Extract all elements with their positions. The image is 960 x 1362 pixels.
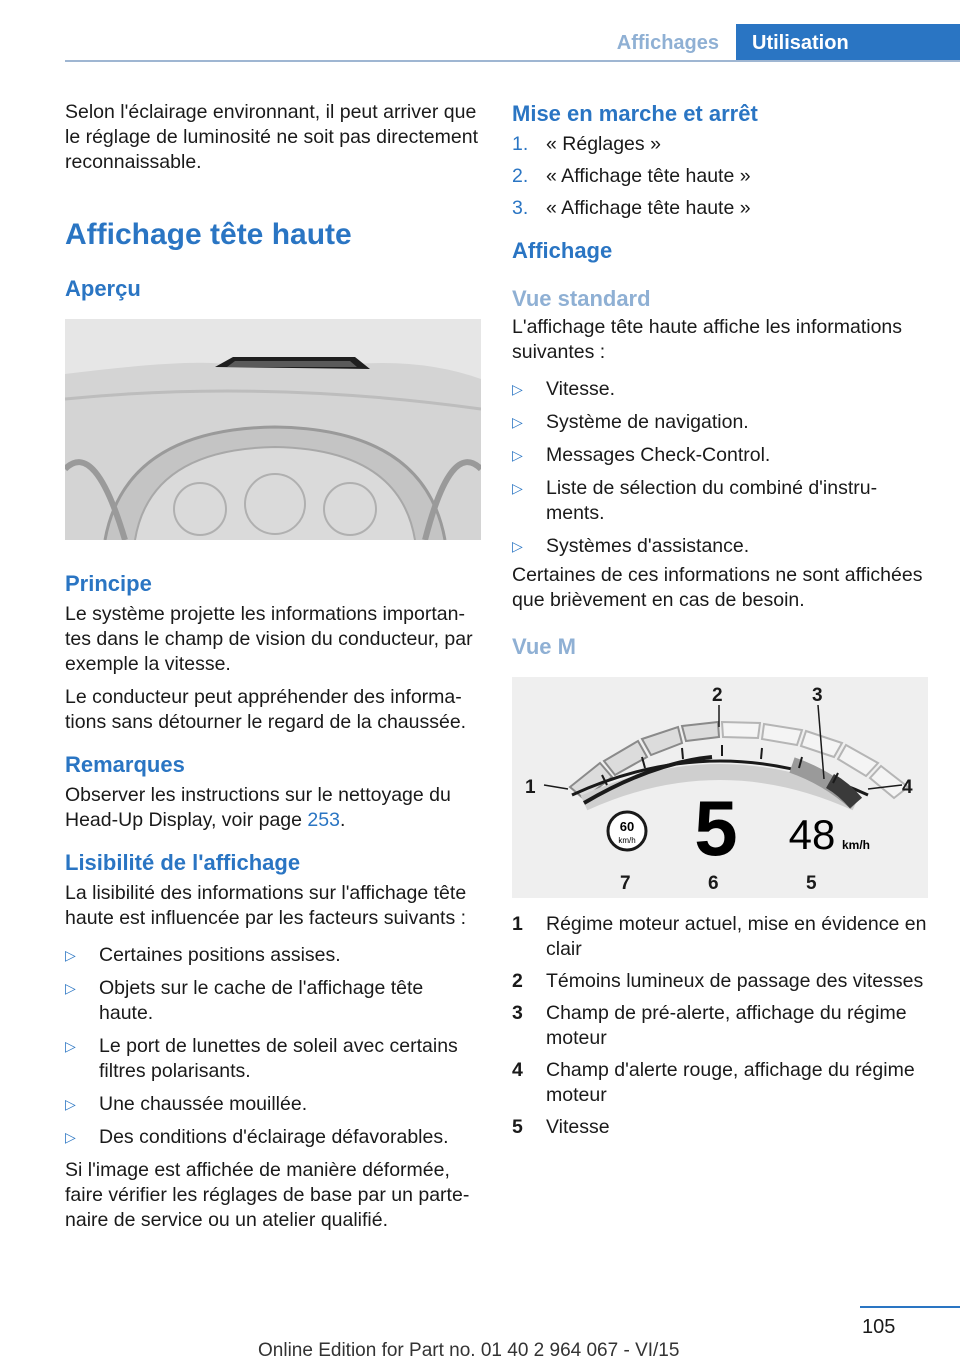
vue-standard-paragraph: L'affichage tête haute affiche les informations suivantes : [512,316,903,363]
legend-item [512,969,928,994]
speed-unit: km/h [841,838,871,852]
vue-m-heading: Vue M [512,634,576,659]
figure-legend [512,912,928,1140]
page-reference-link[interactable]: 253 [307,809,340,831]
vue-m-diagram [512,677,928,898]
legend-text: Régime moteur actuel, mise en évidence en clair [546,913,927,960]
callout-4: 4 [902,777,913,798]
legend-text: Vitesse [546,1116,610,1138]
left-column [65,100,481,1241]
callout-3: 3 [812,685,823,706]
list-item-text: Vitesse. [546,378,616,400]
list-item [512,534,928,559]
legend-number: 2 [512,970,523,992]
legend-text: Témoins lumineux de passage des vitesses [546,970,924,992]
speed-value: 48 [788,811,836,858]
callout-5: 5 [806,873,817,894]
callout-6: 6 [708,873,719,894]
lisibilite-heading: Lisibilité de l'affichage [65,850,301,875]
lisibilite-paragraph: La lisibilité des informations sur l'affichage tête haute est influencée par les facteurs suivants : [65,882,467,929]
legend-number: 4 [512,1059,523,1081]
triangle-bullet-icon: ▷ [65,1096,76,1112]
principe-paragraph-2: Le conducteur peut appréhender des informations sans détourner le regard de la chaussée. [65,686,467,733]
closing-paragraph: Si l'image est affichée de manière déformée, faire vérifier les réglages de base par un partenaire de service ou un atelier qualifié. [65,1159,470,1231]
triangle-bullet-icon: ▷ [512,538,523,554]
principe-heading: Principe [65,571,152,596]
header-chapter-tab: Utilisation [736,24,960,62]
edition-footer: Online Edition for Part no. 01 40 2 964 067 - VI/15 [258,1340,680,1361]
section-title: Affichage tête haute [65,218,352,251]
gear-indicator: 5 [694,784,738,872]
list-item-text: Liste de sélection du combiné d'instruments. [546,477,878,524]
step-text: « Affichage tête haute » [546,165,751,187]
info-list [512,377,928,559]
list-item [512,443,928,468]
dashboard-illustration [65,319,481,540]
remarques-text: Observer les instructions sur le nettoyage du Head-Up Display, voir page [65,784,451,831]
triangle-bullet-icon: ▷ [512,480,523,496]
page-number: 105 [862,1316,896,1338]
legend-item [512,1001,928,1051]
affichage-heading: Affichage [512,238,613,263]
legend-item [512,1058,928,1108]
step-text: « Réglages » [546,133,661,155]
speed-limit-value: 60 [619,819,635,834]
speed-limit-unit: km/h [618,836,636,845]
list-item-text: Système de navigation. [546,411,749,433]
list-item [512,377,928,402]
list-item [65,1034,481,1084]
list-item [65,1092,481,1117]
callout-2: 2 [712,685,723,706]
step-number: 1. [512,133,529,155]
mise-en-marche-heading: Mise en marche et arrêt [512,101,758,126]
factors-list [65,943,481,1150]
right-column [512,100,928,1147]
list-item [65,943,481,968]
vue-standard-heading: Vue standard [512,286,651,311]
triangle-bullet-icon: ▷ [65,947,76,963]
legend-number: 3 [512,1002,523,1024]
callout-1: 1 [525,777,536,798]
list-item [512,410,928,435]
step-text: « Affichage tête haute » [546,197,751,219]
list-item-text: Messages Check-Control. [546,444,771,466]
triangle-bullet-icon: ▷ [512,414,523,430]
step-number: 2. [512,165,529,187]
principe-paragraph-1: Le système projette les informations importantes dans le champ de vision du conducteur, par exemple la vitesse. [65,603,473,675]
apercu-heading: Aperçu [65,276,141,301]
list-item-text: Le port de lunettes de soleil avec certains filtres polarisants. [99,1035,458,1082]
triangle-bullet-icon: ▷ [512,381,523,397]
list-item [512,476,928,526]
list-item-text: Une chaussée mouillée. [99,1093,308,1115]
step-item [512,164,928,189]
triangle-bullet-icon: ▷ [65,980,76,996]
list-item [65,976,481,1026]
remarques-heading: Remarques [65,752,185,777]
legend-text: Champ d'alerte rouge, affichage du régime moteur [546,1059,915,1106]
steps-list [512,132,928,221]
step-number: 3. [512,197,529,219]
list-item-text: Objets sur le cache de l'affichage tête haute. [99,977,424,1024]
step-item [512,132,928,157]
remarques-text-end: . [339,809,346,831]
legend-item [512,1115,928,1140]
remarques-paragraph [65,783,481,833]
legend-text: Champ de pré-alerte, affichage du régime moteur [546,1002,907,1049]
list-item-text: Systèmes d'assistance. [546,535,750,557]
triangle-bullet-icon: ▷ [65,1129,76,1145]
vue-standard-note: Certaines de ces informations ne sont affichées que brièvement en cas de besoin. [512,564,923,611]
vue-m-figure [512,677,928,898]
hud-dashboard-photo [65,319,481,540]
triangle-bullet-icon: ▷ [65,1038,76,1054]
list-item-text: Des conditions d'éclairage défavorables. [99,1126,449,1148]
callout-7: 7 [620,873,631,894]
intro-paragraph: Selon l'éclairage environnant, il peut arriver que le réglage de luminosité ne soit pas directement reconnaissable. [65,101,478,173]
header-section-tab: Affichages [616,32,719,54]
list-item [65,1125,481,1150]
step-item [512,196,928,221]
legend-number: 1 [512,913,523,935]
list-item-text: Certaines positions assises. [99,944,341,966]
triangle-bullet-icon: ▷ [512,447,523,463]
legend-number: 5 [512,1116,523,1138]
legend-item [512,912,928,962]
footer-rule [860,1306,960,1308]
header-rule [65,60,960,62]
